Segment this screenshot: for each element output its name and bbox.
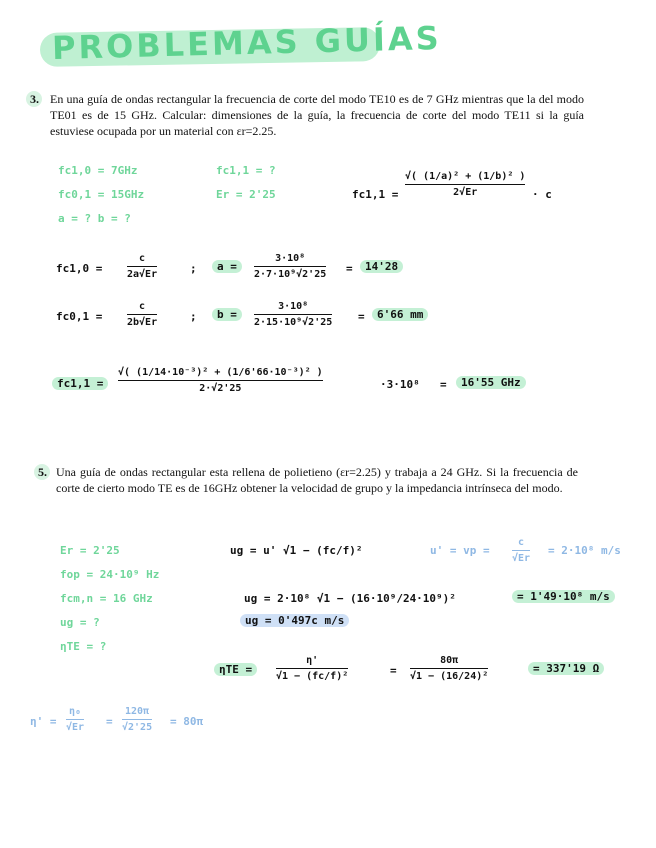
p3-formula-fc11-suffix: · c: [532, 188, 552, 201]
fraction-bar: [405, 184, 525, 185]
p3-formula-fc11-den: 2√Er: [453, 187, 478, 198]
p3-eq-b-sep: ;: [190, 310, 197, 323]
p5-eta-prime-lhs: η' =: [30, 715, 57, 728]
fraction-bar: [512, 550, 530, 551]
fraction-bar: [66, 719, 84, 720]
p5-nte-num2: 80π: [440, 655, 459, 666]
p3-data-fc11: fc1,1 = ?: [216, 164, 276, 177]
p5-u-prime-den: √Er: [512, 553, 531, 564]
p5-eta-prime-fraction-1: [66, 705, 84, 734]
p5-u-prime-lhs: u' = vp =: [430, 544, 490, 557]
p5-nte-lhs: ηTE =: [214, 663, 257, 676]
p5-nte-result: = 337'19 Ω: [528, 662, 604, 675]
p3-eq-fc11-mid: ·3·10⁸: [380, 378, 420, 391]
p3-data-fc01: fc0,1 = 15GHz: [58, 188, 145, 201]
p5-data-fop: fop = 24·10⁹ Hz: [60, 568, 160, 581]
p3-eq-b-equals: =: [358, 310, 365, 323]
p5-nte-den2: √1 − (16/24)²: [410, 671, 489, 682]
p5-eta-prime-den2: √2'25: [122, 722, 153, 733]
p3-eq-fc11-den: 2·√2'25: [199, 383, 242, 394]
p3-data-fc10: fc1,0 = 7GHz: [58, 164, 138, 177]
p3-eq-b-den: 2b√Er: [127, 317, 158, 328]
p3-formula-fc11-fraction: [405, 170, 525, 199]
fraction-bar: [254, 266, 326, 267]
p5-u-prime-fraction: [512, 536, 530, 565]
p5-eta-prime-num2: 120π: [125, 706, 150, 717]
p5-nte-num1: η': [306, 655, 319, 666]
p5-data-nte: ηTE = ?: [60, 640, 107, 653]
problem-3-statement: En una guía de ondas rectangular la frecuencia de corte del modo TE10 es de 7 GHz mientras que la del modo TE01 es de 15 GHz. Calcular: dimensiones de la guía, la frecuencia de corte del modo TE11 si la guía estuviese ocupada por un material con εr=2.25.: [50, 92, 584, 138]
p5-data-ug: ug = ?: [60, 616, 100, 629]
p5-data-er: Er = 2'25: [60, 544, 120, 557]
p3-eq-fc11-fraction: [118, 366, 323, 395]
p3-eq-b-value-fraction: [254, 300, 332, 329]
p3-eq-fc11-lhs: fc1,1 =: [52, 377, 108, 390]
p5-u-prime-num: c: [518, 537, 525, 548]
p3-eq-a-vnum: 3·10⁸: [275, 253, 306, 264]
p3-eq-fc11-equals: =: [440, 378, 447, 391]
p3-eq-b-vnum: 3·10⁸: [278, 301, 309, 312]
page-title: PROBLEMAS GUÍAS: [51, 18, 443, 68]
p5-eta-prime-equals: =: [106, 715, 113, 728]
p3-eq-a-fraction: [127, 252, 157, 281]
fraction-bar: [127, 314, 157, 315]
p3-eq-b-result: 6'66 mm: [372, 308, 428, 321]
p5-eta-prime-num1: η₀: [69, 706, 82, 717]
p5-nte-fraction-1: [276, 654, 348, 683]
fraction-bar: [254, 314, 332, 315]
p3-data-ab: a = ? b = ?: [58, 212, 131, 225]
p3-eq-a-result: 14'28: [360, 260, 403, 273]
p3-eq-a-den: 2a√Er: [127, 269, 158, 280]
problem-5-statement: Una guía de ondas rectangular esta rellena de polietieno (εr=2.25) y trabaja a 24 GHz. Si la frecuencia de corte de cierto modo TE es de 16GHz obtener la velocidad de grupo y la impedancia intrínseca del modo.: [56, 465, 578, 495]
fraction-bar: [118, 380, 323, 381]
p3-eq-fc11-result: 16'55 GHz: [456, 376, 526, 389]
p3-formula-fc11-prefix: fc1,1 =: [352, 188, 399, 201]
p3-eq-a-var: a =: [212, 260, 242, 273]
p5-eta-prime-den1: √Er: [66, 722, 85, 733]
p3-formula-fc11-num: √( (1/a)² + (1/b)² ): [405, 171, 526, 182]
p3-eq-b-vden: 2·15·10⁹√2'25: [254, 317, 333, 328]
p5-data-fcmn: fcm,n = 16 GHz: [60, 592, 153, 605]
fraction-bar: [122, 719, 152, 720]
p5-nte-equals: =: [390, 664, 397, 677]
p5-nte-fraction-2: [410, 654, 488, 683]
p5-nte-den1: √1 − (fc/f)²: [276, 671, 349, 682]
fraction-bar: [127, 266, 157, 267]
fraction-bar: [276, 668, 348, 669]
p3-eq-b-fraction: [127, 300, 157, 329]
p3-data-er: Er = 2'25: [216, 188, 276, 201]
problem-5-number: 5.: [38, 465, 47, 479]
p5-eta-prime-fraction-2: [122, 705, 152, 734]
p3-eq-a-sep: ;: [190, 262, 197, 275]
p3-eq-a-value-fraction: [254, 252, 326, 281]
p3-eq-a-num: c: [139, 253, 146, 264]
fraction-bar: [410, 668, 488, 669]
p5-ug-calc-result: = 1'49·10⁸ m/s: [512, 590, 615, 603]
p3-eq-b-lhs: fc0,1 =: [56, 310, 103, 323]
p5-ug-calc: ug = 2·10⁸ √1 − (16·10⁹/24·10⁹)²: [244, 592, 456, 605]
p3-eq-a-lhs: fc1,0 =: [56, 262, 103, 275]
p3-eq-a-equals: =: [346, 262, 353, 275]
p3-eq-fc11-num: √( (1/14·10⁻³)² + (1/6'66·10⁻³)² ): [118, 367, 323, 378]
p5-ug-formula: ug = u' √1 − (fc/f)²: [230, 544, 363, 557]
p5-eta-prime-result: = 80π: [170, 715, 204, 728]
p5-ug-result: ug = 0'497c m/s: [240, 614, 349, 627]
p3-eq-b-num: c: [139, 301, 146, 312]
problem-3-number: 3.: [30, 92, 39, 106]
p5-u-prime-rhs: = 2·10⁸ m/s: [548, 544, 621, 557]
p3-eq-a-vden: 2·7·10⁹√2'25: [254, 269, 327, 280]
p3-eq-b-var: b =: [212, 308, 242, 321]
